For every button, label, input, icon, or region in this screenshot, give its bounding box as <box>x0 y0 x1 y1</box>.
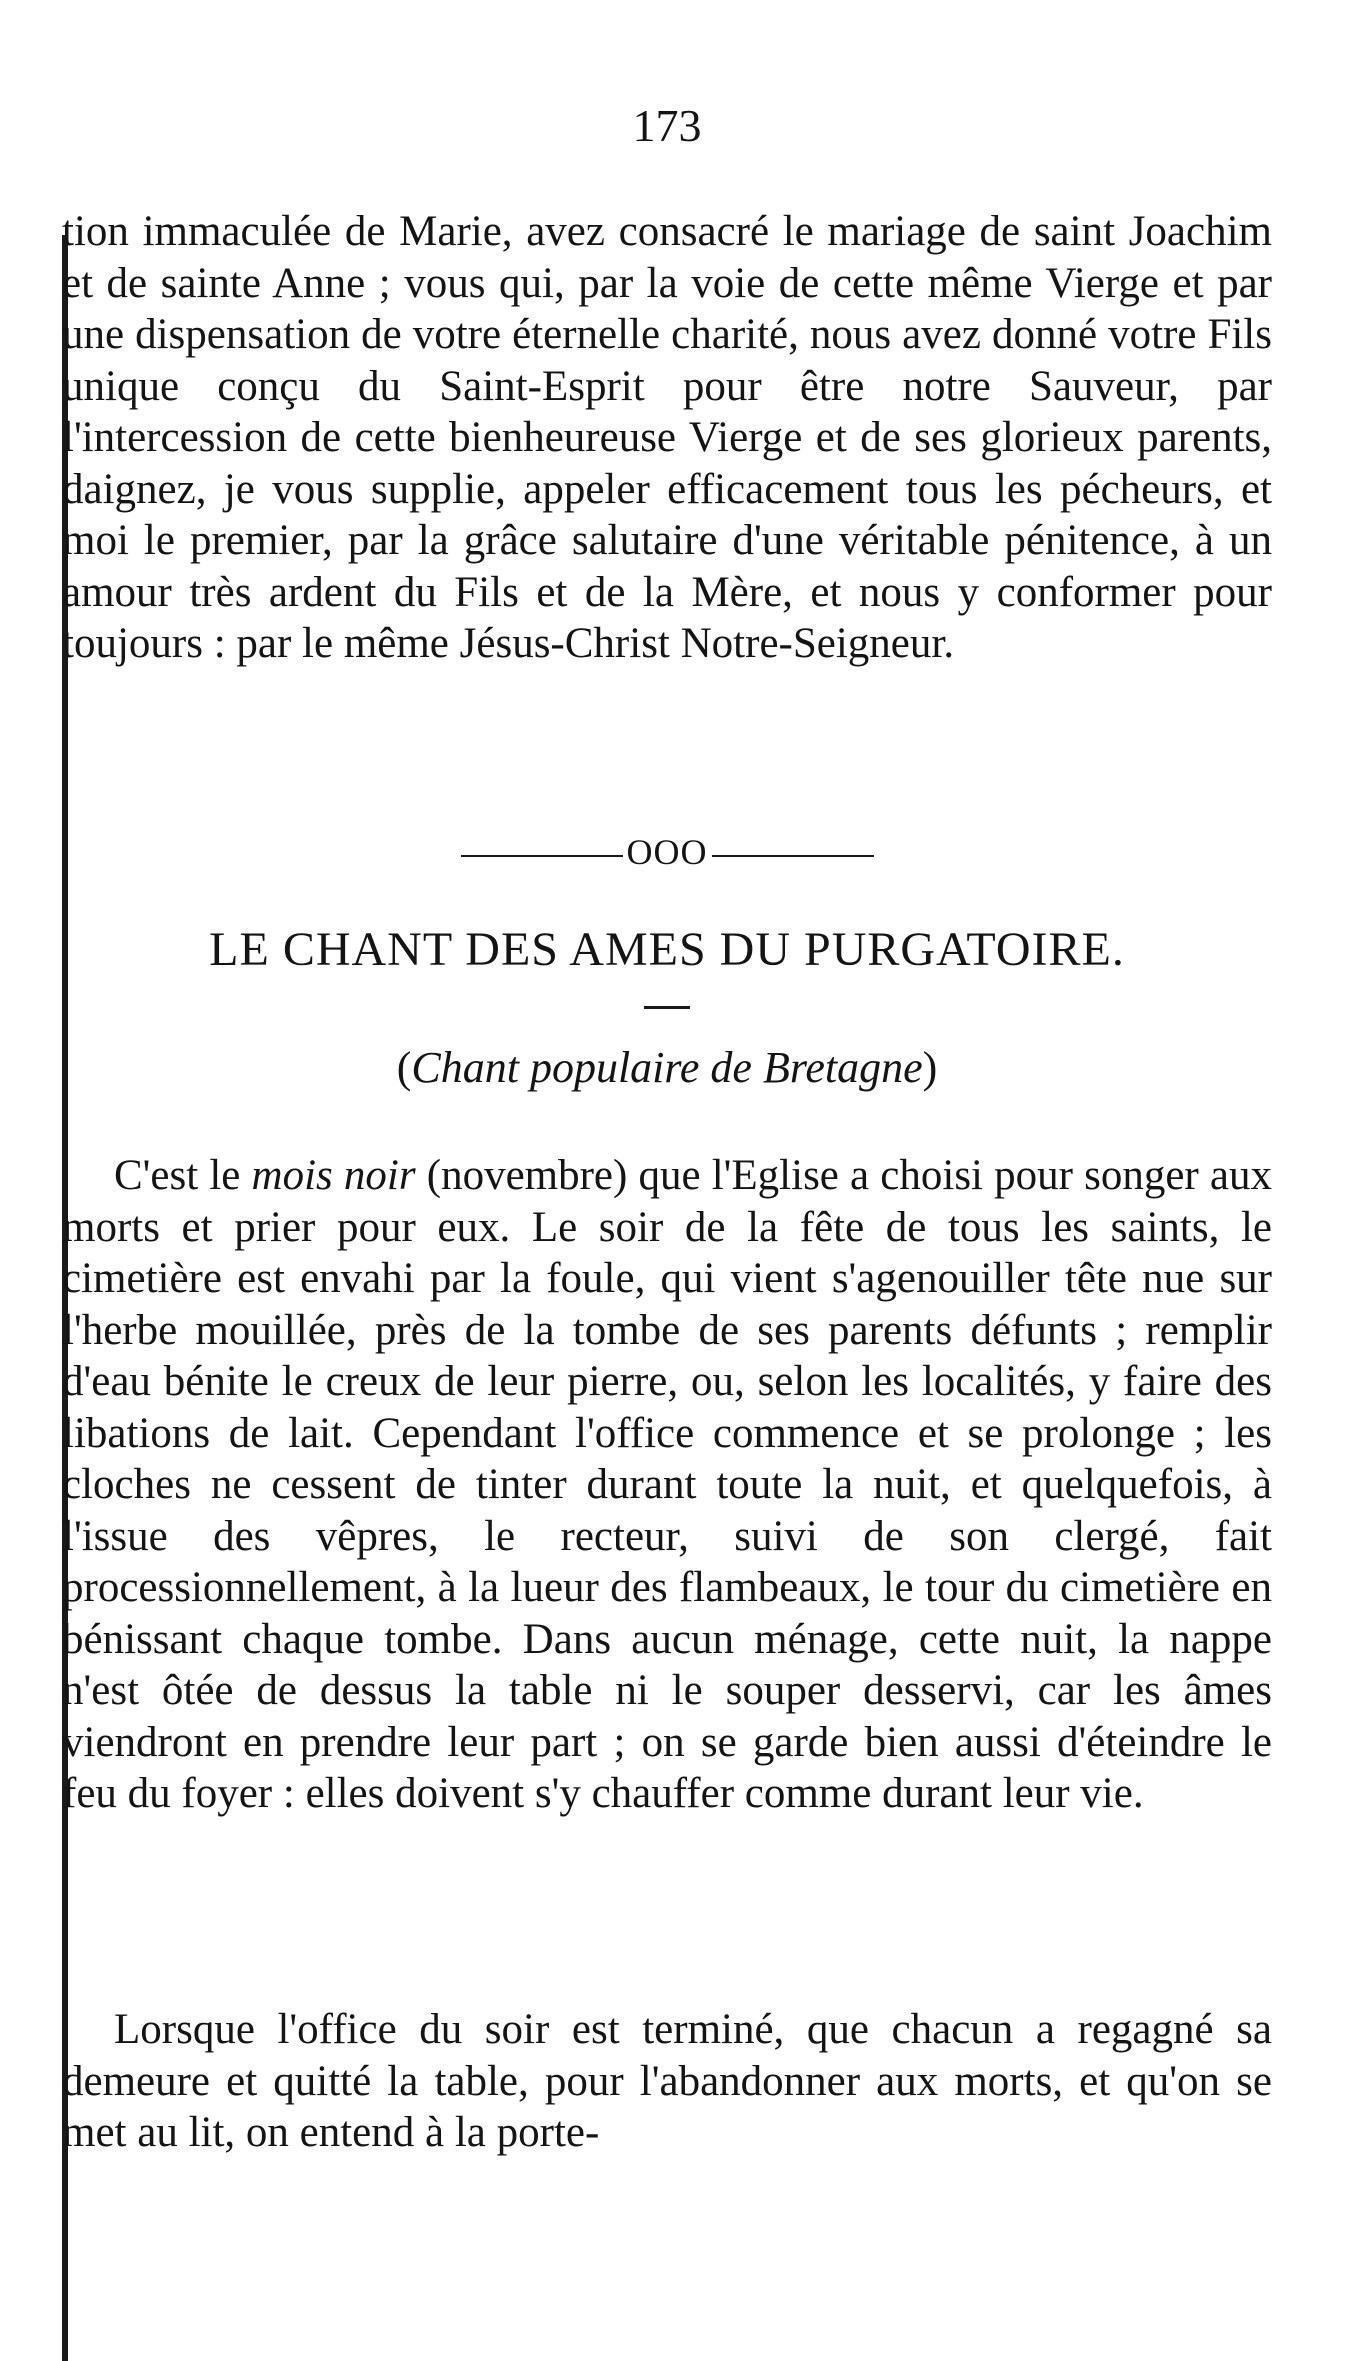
separator-line-left <box>461 855 623 857</box>
subtitle-open-paren: ( <box>396 1043 412 1092</box>
title-dash <box>644 1006 690 1009</box>
paragraph-mois-noir <box>62 1150 1272 1820</box>
subtitle-close-paren: ) <box>922 1043 938 1092</box>
section-title: LE CHANT DES AMES DU PURGATOIRE. <box>209 923 1125 976</box>
paragraph-1-start: C'est le <box>114 1152 252 1199</box>
paragraph-1-rest: (novembre) que l'Eglise a choisi pour songer aux morts et prier pour eux. Le soir de la fête de tous les saints, le cimetière est envahi par la foule, qui vient s'agenouiller tête nue sur l'herbe mouillée, près de la tombe de ses parents défunts ; remplir d'eau bénite le creux de leur pierre, ou, selon les localités, y faire des libations de lait. Cependant l'office commence et se prolonge ; les cloches ne cessent de tinter durant toute la nuit, et quelquefois, à l'issue des vêpres, le recteur, suivi de son clergé, fait processionnellement, à la lueur des flambeaux, le tour du cimetière en bénissant chaque tombe. Dans aucun ménage, cette nuit, la nappe n'est ôtée de dessus la table ni le souper desservi, car les âmes viendront en prendre leur part ; on se garde bien aussi d'éteindre le feu du foyer : elles doivent s'y chauffer comme durant leur vie. <box>62 1152 1272 1817</box>
paragraph-office-du-soir: Lorsque l'office du soir est terminé, que chacun a regagné sa demeure et quitté la table, pour l'abandonner aux morts, et qu'on se met au lit, on entend à la porte- <box>62 2006 1272 2156</box>
separator-line-right <box>712 855 874 857</box>
prayer-paragraph: tion immaculée de Marie, avez consacré le mariage de saint Joachim et de sainte Anne ; vous qui, par la voie de cette même Vierge et par une dispensation de votre éternelle charité, nous avez donné votre Fils unique conçu du Saint-Esprit pour être notre Sauveur, par l'intercession de cette bienheureuse Vierge et de ses glorieux parents, daignez, je vous supplie, appeler efficacement tous les pécheurs, et moi le premier, par la grâce salutaire d'une véritable pénitence, à un amour très ardent du Fils et de la Mère, et nous y conformer pour toujours : par le même Jésus-Christ Notre-Seigneur. <box>62 208 1272 667</box>
section-separator <box>62 830 1272 874</box>
separator-mark: OOO <box>626 832 708 872</box>
paragraph-1-emphasis: mois noir <box>251 1152 416 1199</box>
subtitle-text: Chant populaire de Bretagne <box>411 1043 923 1092</box>
page-number: 173 <box>632 100 702 151</box>
section-subtitle <box>62 1040 1272 1096</box>
